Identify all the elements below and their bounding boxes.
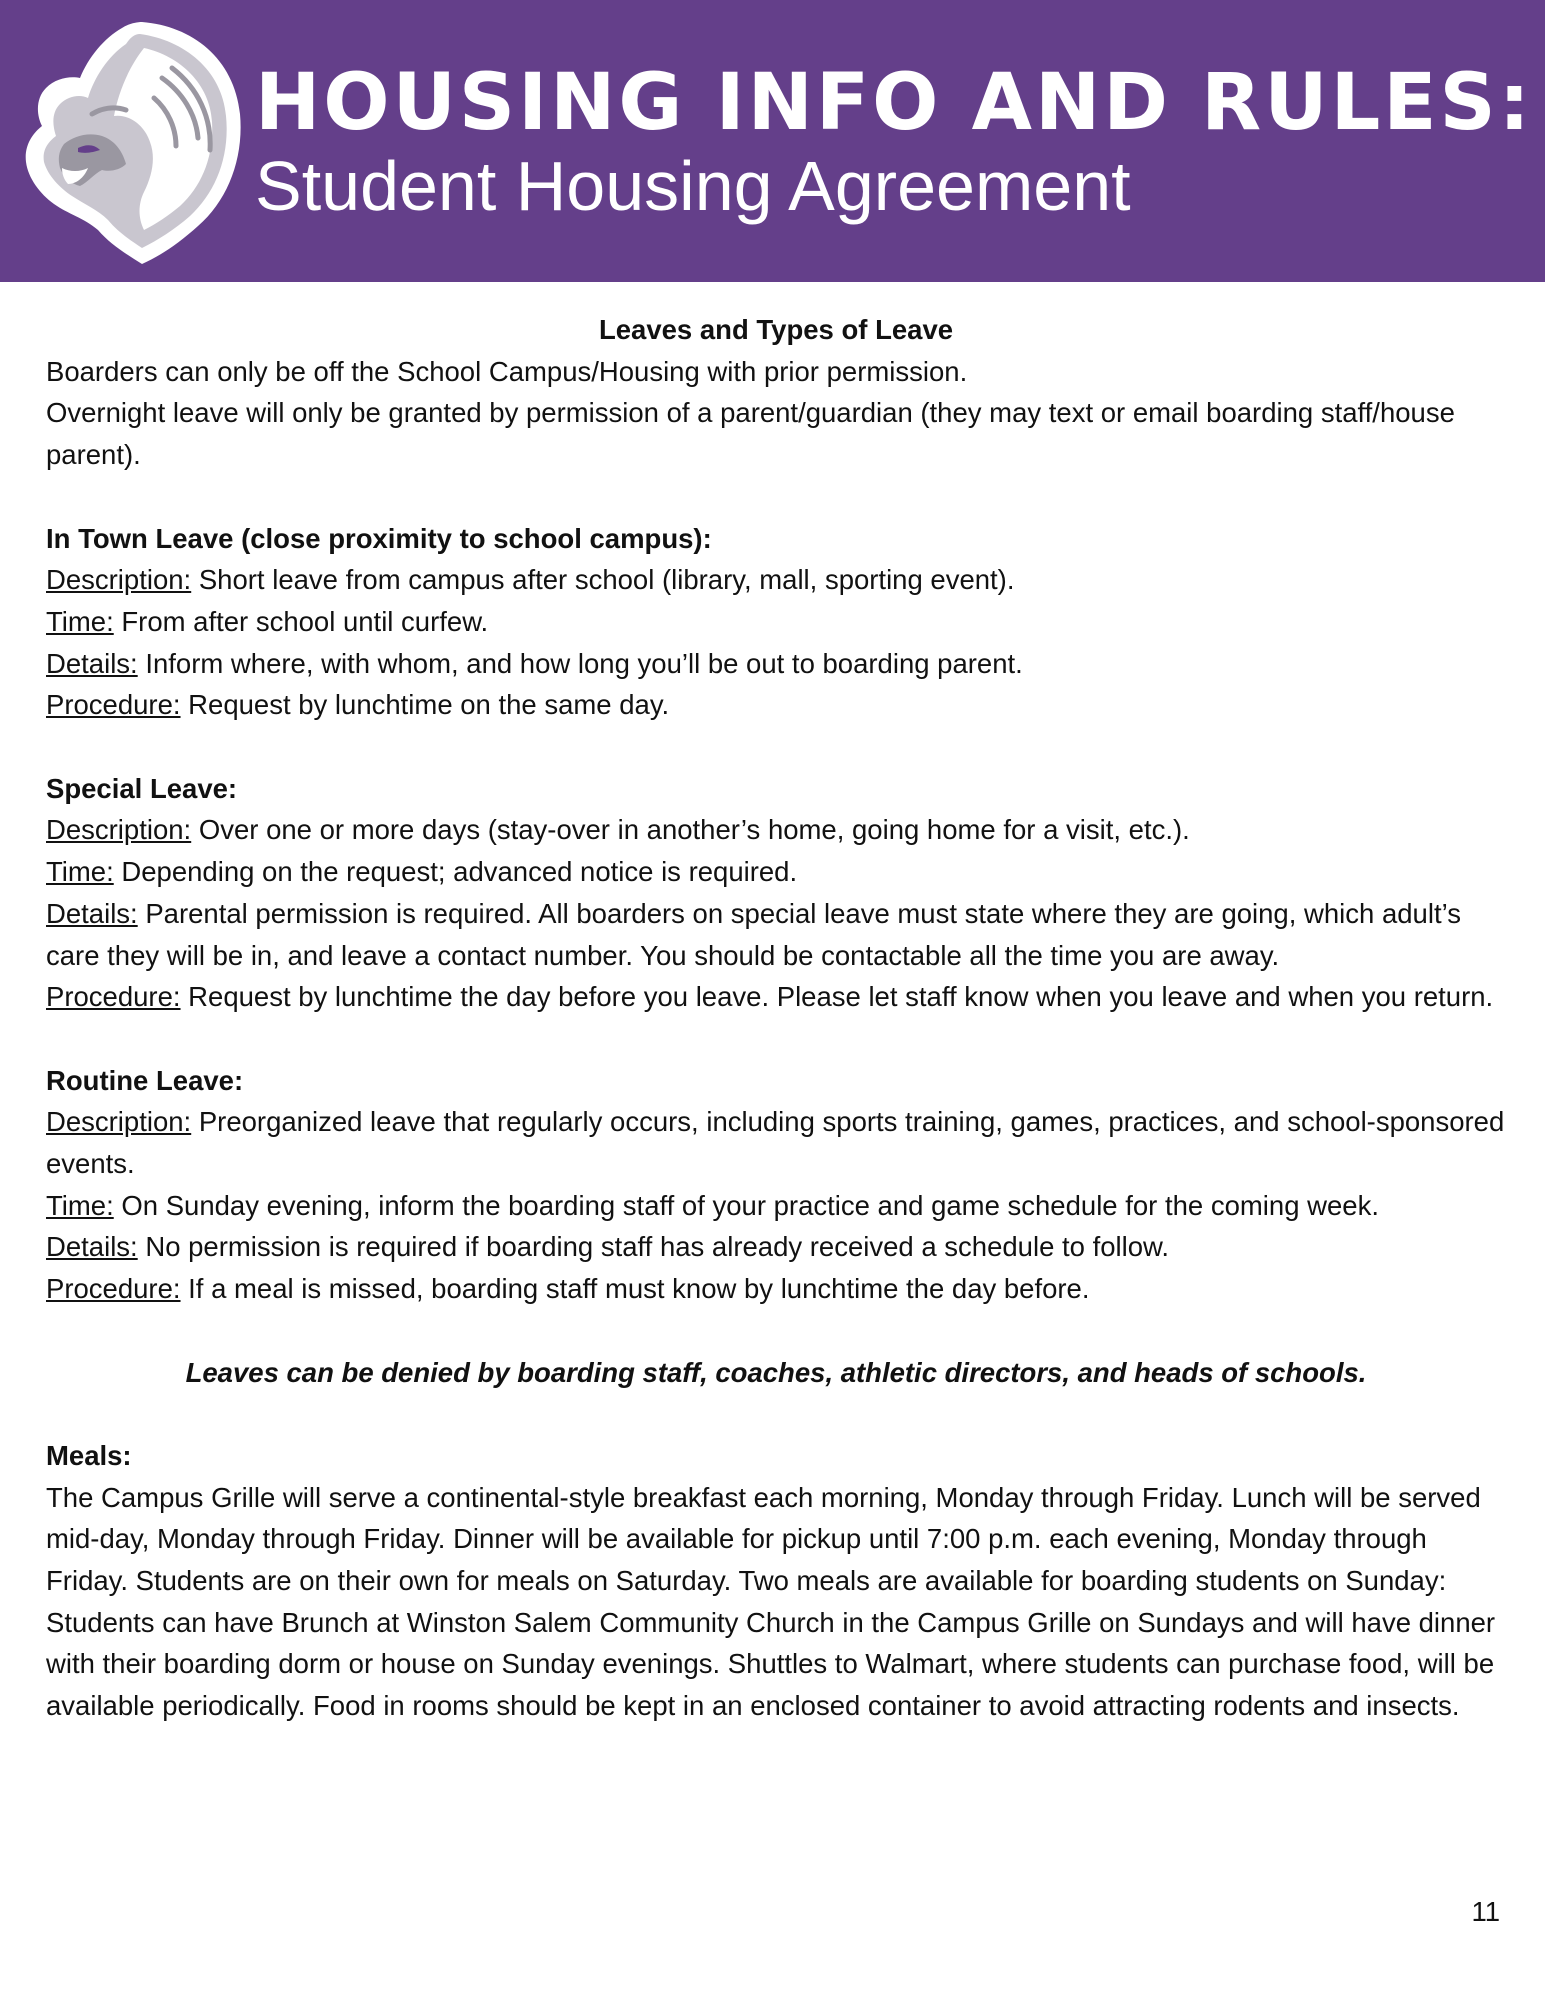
special-description [46,809,1506,851]
field-label: Details: [46,1231,138,1263]
in-town-description [46,559,1506,601]
routine-description [46,1101,1506,1184]
field-label: Procedure: [46,689,181,721]
field-value: Inform where, with whom, and how long you’ll be out to boarding parent. [137,647,1023,679]
field-label: Description: [46,814,192,846]
field-label: Procedure: [46,1273,181,1305]
field-value: Request by lunchtime on the same day. [180,689,670,721]
special-time [46,851,1506,893]
field-value: Preorganized leave that regularly occurs, including sports training, games, practices, and school-sponsored events. [46,1106,1505,1180]
section-heading-in-town-leave: In Town Leave (close proximity to school campus): [46,522,712,554]
field-value: No permission is required if boarding staff has already received a schedule to follow. [137,1231,1170,1263]
field-label: Time: [46,605,114,637]
meals-paragraph: The Campus Grille will serve a continental-style breakfast each morning, Monday through Friday. Lunch will be served mid-day, Monday through Friday. Dinner will be available for pickup until 7:00 p.m. each evening, Monday through Friday. Students are on their own for meals on Saturday. Two meals are available for boarding students on Sunday: Students can have Brunch at Winston Salem Community Church in the Campus Grille on Sundays and will have dinner with their boarding dorm or house on Sunday evenings. Shuttles to Walmart, where students can purchase food, will be available periodically. Food in rooms should be kept in an enclosed container to avoid attracting rodents and insects. [46,1481,1496,1722]
routine-procedure [46,1268,1506,1310]
field-label: Description: [46,564,192,596]
field-value: Parental permission is required. All boarders on special leave must state where they are going, which adult’s care they will be in, and leave a contact number. You should be contactable all the time you are away. [46,897,1461,971]
field-value: Over one or more days (stay-over in another’s home, going home for a visit, etc.). [191,814,1190,846]
routine-details [46,1226,1506,1268]
leave-denial-notice: Leaves can be denied by boarding staff, coaches, athletic directors, and heads of schools. [185,1356,1367,1388]
section-heading-meals: Meals: [46,1439,132,1471]
field-value: Short leave from campus after school (library, mall, sporting event). [191,564,1015,596]
page-number: 11 [1471,1896,1500,1927]
special-details [46,893,1506,976]
field-label: Description: [46,1106,192,1138]
field-value: Depending on the request; advanced notice is required. [113,856,798,888]
field-label: Details: [46,897,138,929]
field-value: On Sunday evening, inform the boarding staff of your practice and game schedule for the coming week. [113,1189,1379,1221]
intro-paragraph-2: Overnight leave will only be granted by permission of a parent/guardian (they may text or email boarding staff/house parent). [46,397,1455,471]
special-procedure [46,976,1506,1018]
field-value: If a meal is missed, boarding staff must know by lunchtime the day before. [180,1273,1090,1305]
routine-time [46,1185,1506,1227]
section-heading-routine-leave: Routine Leave: [46,1064,244,1096]
page-title: HOUSING INFO AND RULES: [255,58,1533,148]
field-label: Time: [46,856,114,888]
page-subtitle: Student Housing Agreement [255,147,1131,225]
field-value: Request by lunchtime the day before you leave. Please let staff know when you leave and when you return. [180,981,1494,1013]
section-heading-leaves: Leaves and Types of Leave [598,314,954,345]
field-value: From after school until curfew. [113,605,489,637]
in-town-time [46,601,1506,643]
intro-paragraph-1: Boarders can only be off the School Campus/Housing with prior permission. [46,355,968,387]
document-body [46,309,1506,1727]
in-town-procedure [46,684,1506,726]
page-header [0,0,1545,282]
field-label: Details: [46,647,138,679]
field-label: Procedure: [46,981,181,1013]
section-heading-special-leave: Special Leave: [46,772,238,804]
lion-head-icon [22,18,244,266]
field-label: Time: [46,1189,114,1221]
in-town-details [46,643,1506,685]
